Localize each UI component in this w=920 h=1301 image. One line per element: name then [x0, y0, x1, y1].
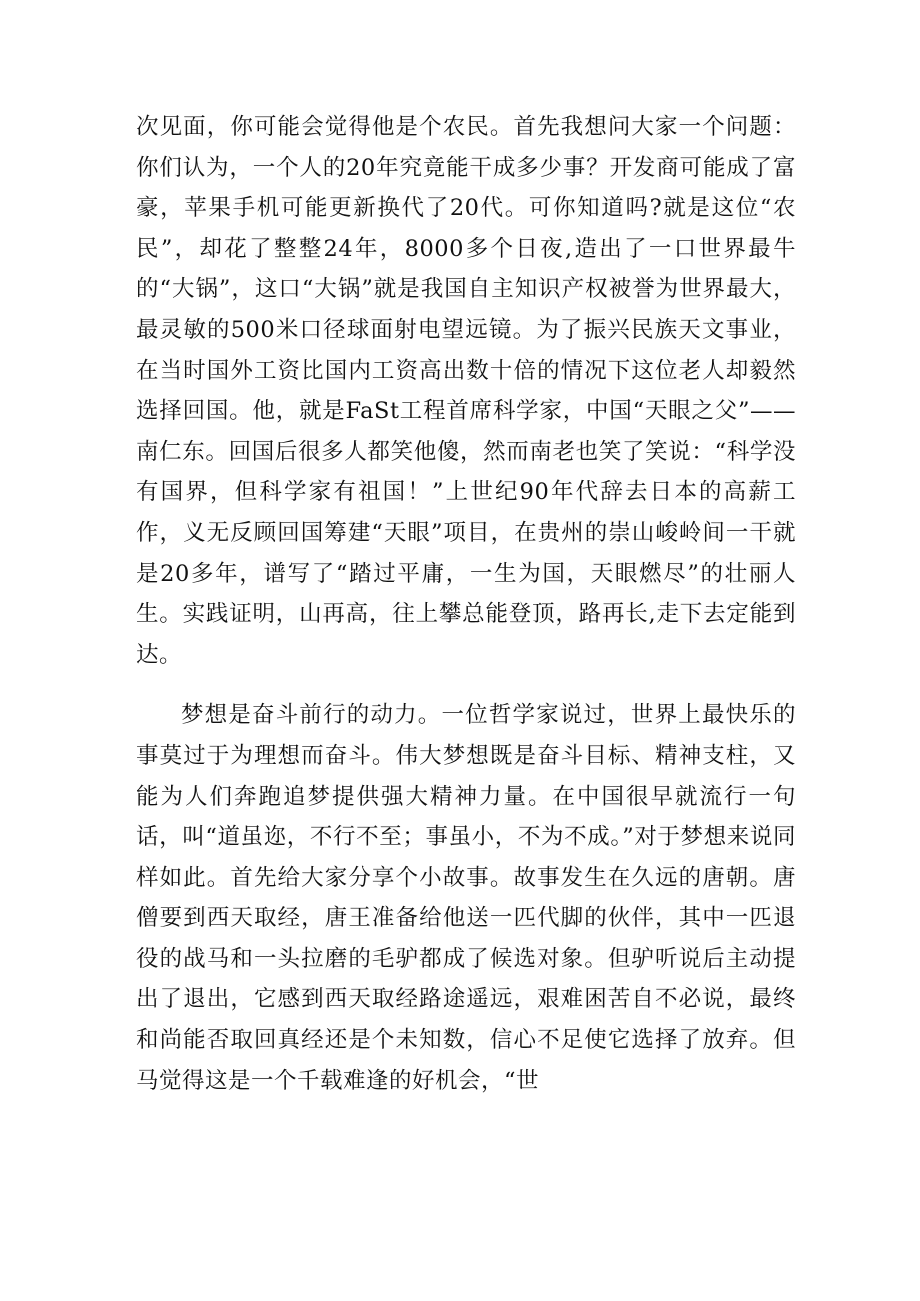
paragraph-dream-motivation: 梦想是奋斗前行的动力。一位哲学家说过，世界上最快乐的事莫过于为理想而奋斗。伟大梦想既是奋斗目标、精神支柱，又能为人们奔跑追梦提供强大精神力量。在中国很早就流行一句话，叫“道虽迩，不行不至；事虽小，不为不成。”对于梦想来说同样如此。首先给大家分享个小故事。故事发生在久远的唐朝。唐僧要到西天取经，唐王准备给他送一匹代脚的伙伴，其中一匹退役的战马和一头拉磨的毛驴都成了候选对象。但驴听说后主动提出了退出，它感到西天取经路途遥远，艰难困苦自不必说，最终和尚能否取回真经还是个未知数，信心不足使它选择了放弃。但马觉得这是一个千载难逢的好机会，“世: [136, 702, 796, 1094]
body-text: [136, 107, 796, 1101]
paragraph-nan-rendong: 次见面，你可能会觉得他是个农民。首先我想问大家一个问题：你们认为，一个人的20年究竟能干成多少事？开发商可能成了富豪，苹果手机可能更新换代了20代。可你知道吗?就是这位“农民”，却花了整整24年，8000多个日夜,造出了一口世界最牛的“大锅”，这口“大锅”就是我国自主知识产权被誉为世界最大，最灵敏的500米口径球面射电望远镜。为了振兴民族天文事业，在当时国外工资比国内工资高出数十倍的情况下这位老人却毅然选择回国。他，就是FaSt工程首席科学家，中国“天眼之父”——南仁东。回国后很多人都笑他傻，然而南老也笑了笑说：“科学没有国界，但科学家有祖国！”上世纪90年代辞去日本的高薪工作，义无反顾回国筹建“天眼”项目，在贵州的崇山峻岭间一干就是20多年，谱写了“踏过平庸，一生为国，天眼燃尽”的壮丽人生。实践证明，山再高，往上攀总能登顶，路再长,走下去定能到达。: [136, 114, 796, 668]
